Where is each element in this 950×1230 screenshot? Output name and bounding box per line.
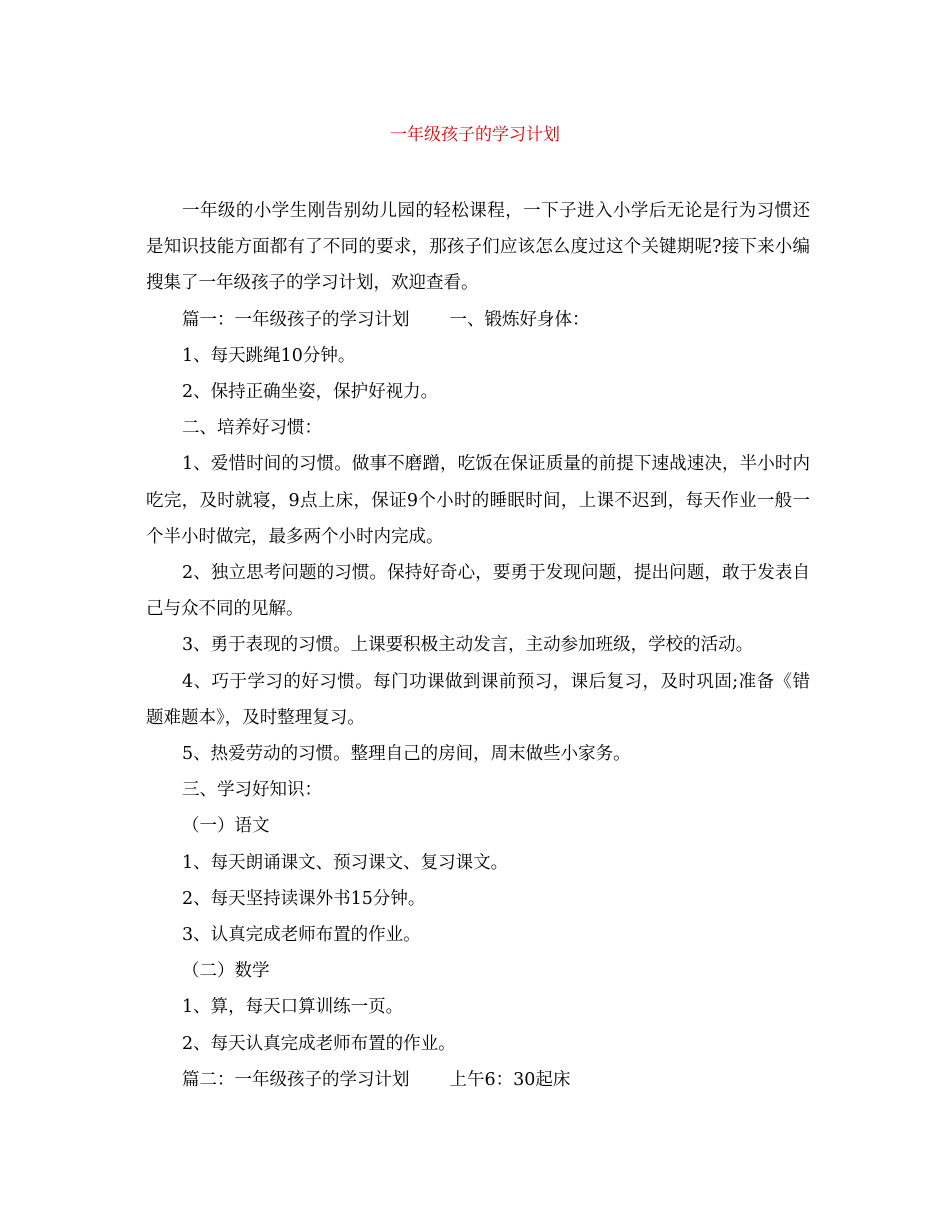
document-title: 一年级孩子的学习计划 — [390, 125, 560, 145]
document-body — [146, 193, 810, 1098]
list-item: 2、独立思考问题的习惯。保持好奇心，要勇于发现问题，提出问题，敢于发表自己与众不同的见解。 — [146, 563, 810, 620]
list-item: 3、勇于表现的习惯。上课要积极主动发言，主动参加班级，学校的活动。 — [182, 635, 754, 656]
list-item: 2、每天认真完成老师布置的作业。 — [182, 1033, 456, 1054]
list-item: 1、每天朗诵课文、预习课文、复习课文。 — [182, 852, 509, 873]
section-heading-line — [146, 1062, 810, 1098]
intro-paragraph: 一年级的小学生刚告别幼儿园的轻松课程，一下子进入小学后无论是行为习惯还是知识技能方面都有了不同的要求，那孩子们应该怎么度过这个关键期呢?接下来小编搜集了一年级孩子的学习计划，欢迎查看。 — [146, 201, 810, 294]
subject-heading: （二）数学 — [182, 961, 270, 982]
list-item: 4、巧于学习的好习惯。每门功课做到课前预习，课后复习，及时巩固;准备《错题难题本》，及时整理复习。 — [146, 671, 810, 728]
list-item: 2、每天坚持读课外书15分钟。 — [182, 888, 426, 909]
section-heading-line — [146, 302, 810, 338]
section-heading: 篇二：一年级孩子的学习计划 — [182, 1069, 410, 1090]
section-subheading: 上午6：30起床 — [449, 1069, 571, 1090]
subsection-heading: 二、培养好习惯： — [182, 418, 322, 439]
list-item: 5、热爱劳动的习惯。整理自己的房间，周末做些小家务。 — [182, 744, 631, 765]
list-item: 1、每天跳绳10分钟。 — [182, 345, 356, 366]
subsection-heading: 三、学习好知识： — [182, 780, 322, 801]
list-item: 2、保持正确坐姿，保护好视力。 — [182, 382, 439, 403]
list-item: 1、算，每天口算训练一页。 — [182, 997, 404, 1018]
section-subheading: 一、锻炼好身体： — [449, 309, 590, 330]
subject-heading: （一）语文 — [182, 816, 270, 837]
list-item: 1、爱惜时间的习惯。做事不磨蹭，吃饭在保证质量的前提下速战速决，半小时内吃完，及时就寝，9点上床，保证9个小时的睡眠时间，上课不迟到，每天作业一般一个半小时做完，最多两个小时内完成。 — [146, 454, 810, 547]
section-heading: 篇一：一年级孩子的学习计划 — [182, 309, 410, 330]
list-item: 3、认真完成老师布置的作业。 — [182, 925, 421, 946]
